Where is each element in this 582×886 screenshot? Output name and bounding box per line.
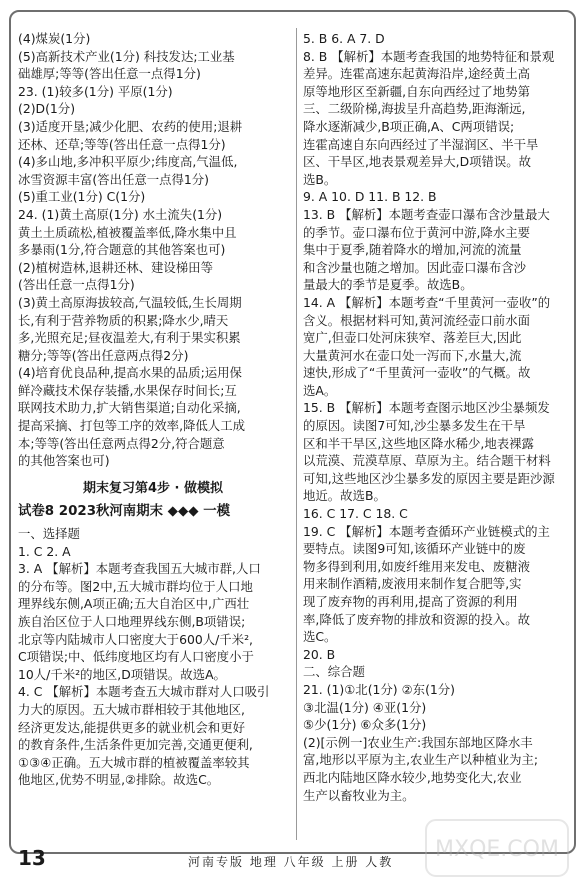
svg-text:MXQE.COM: MXQE.COM bbox=[435, 837, 559, 862]
text-line: 理界线东侧,A项正确;五大自治区中,广西壮 bbox=[18, 596, 250, 612]
text-line: 的分布等。图2中,五大城市群均位于人口地 bbox=[18, 578, 253, 594]
text-line: 他地区,优势不明显,②排除。故选C。 bbox=[18, 772, 220, 788]
text-line: 多,光照充足;昼夜温差大,有利于果实积累 bbox=[18, 330, 241, 346]
text-line: (4)培育优良品种,提高水果的品质;运用保 bbox=[18, 365, 242, 381]
footer-info: 河南专版 地理 八年级 上册 人教 bbox=[188, 855, 394, 869]
text-line: 现了废弃物的再利用,提高了资源的利用 bbox=[303, 594, 518, 609]
text-line: 10人/千米²的地区,D项错误。故选A。 bbox=[18, 666, 226, 682]
text-line: 的教育条件,生活条件更加完善,交通更便利, bbox=[18, 737, 253, 753]
text-line: 一、选择题 bbox=[18, 526, 80, 542]
text-line: ⑤少(1分) ⑥众多(1分) bbox=[303, 717, 427, 733]
page-number: 13 bbox=[18, 846, 46, 870]
text-line: C项错误;中、低纬度地区均有人口密度小于 bbox=[18, 649, 254, 665]
text-line: 降水逐渐减少,B项正确,A、C两项错误; bbox=[303, 118, 515, 134]
text-line: 本;等等(答出任意两点得2分,符合题意 bbox=[18, 435, 225, 451]
text-line: 的季节。壶口瀑布位于黄河中游,降水主要 bbox=[303, 224, 530, 240]
text-line: 原等地形区至新疆,自东向西经过了地势第 bbox=[303, 83, 530, 99]
text-line: 21. (1)①北(1分) ②东(1分) bbox=[303, 681, 456, 697]
text-line: 富,地形以平原为主,农业生产以种植业为主; bbox=[303, 752, 539, 768]
text-line: 速快,形成了“千里黄河一壶收”的气概。故 bbox=[303, 365, 531, 381]
text-line: 19. C 【解析】本题考查循环产业链模式的主 bbox=[303, 523, 550, 539]
text-line: 差异。连霍高速东起黄海沿岸,途经黄土高 bbox=[303, 66, 530, 82]
text-line: 西北内陆地区降水较少,地势变化大,农业 bbox=[303, 769, 522, 785]
text-line: 20. B bbox=[303, 646, 336, 662]
text-line: 16. C 17. C 18. C bbox=[303, 506, 408, 522]
text-line: 9. A 10. D 11. B 12. B bbox=[303, 189, 437, 205]
text-line: (4)多山地,多冲积平原少;纬度高,气温低, bbox=[18, 154, 238, 170]
text-line: 选B。 bbox=[303, 171, 337, 187]
text-line: 5. B 6. A 7. D bbox=[303, 31, 385, 46]
text-line: 区、干旱区,地表景观差异大,D项错误。故 bbox=[303, 154, 532, 170]
text-line: (3)适度开垦;减少化肥、农药的使用;退耕 bbox=[18, 118, 243, 134]
text-line: 14. A 【解析】本题考查“千里黄河一壶收”的 bbox=[303, 294, 551, 310]
text-line: (答出任意一点得1分) bbox=[18, 277, 135, 293]
text-line: 生产以畜牧业为主。 bbox=[303, 787, 415, 803]
text-line: ①③④正确。五大城市群的植被覆盖率较其 bbox=[18, 754, 250, 770]
text-line: 冰雪资源丰富(答出任意一点得1分) bbox=[18, 171, 210, 187]
text-line: 选C。 bbox=[303, 629, 337, 645]
text-line: 集中于夏季,随着降水的增加,河流的流量 bbox=[303, 242, 522, 258]
text-line: 15. B 【解析】本题考查图示地区沙尘暴频发 bbox=[303, 400, 550, 416]
text-line: (3)黄土高原海拔较高,气温较低,生长周期 bbox=[18, 294, 242, 310]
page-footer bbox=[10, 846, 572, 874]
text-line: 区和半干旱区,这些地区降水稀少,地表裸露 bbox=[303, 435, 534, 451]
left-column bbox=[18, 30, 288, 789]
text-line: (2)植树造林,退耕还林、建设梯田等 bbox=[18, 259, 213, 275]
text-line: 多暴雨(1分,符合题意的其他答案也可) bbox=[18, 242, 226, 258]
text-line: 率,降低了废弃物的排放和资源的投入。故 bbox=[303, 611, 530, 627]
text-line: 还林、还草;等等(答出任意一点得1分) bbox=[18, 136, 226, 152]
exam-title: 试卷8 2023秋河南期末 ◆◆◆ 一模 bbox=[18, 504, 230, 520]
right-answer-lines bbox=[303, 30, 565, 804]
text-line: (4)煤炭(1分) bbox=[18, 31, 91, 46]
text-line: 1. C 2. A bbox=[18, 543, 71, 559]
text-line: 13. B 【解析】本题考查壶口瀑布含沙量最大 bbox=[303, 206, 550, 222]
text-line: 鲜冷藏技术保存装播,水果保存时间长;互 bbox=[18, 382, 237, 398]
text-line: 8. B 【解析】本题考查我国的地势特征和景观 bbox=[303, 48, 555, 64]
text-line: 要特点。读图9可知,该循环产业链中的废 bbox=[303, 541, 526, 557]
text-line: 长,有利于营养物质的积累;降水少,晴天 bbox=[18, 312, 229, 328]
text-line: 选A。 bbox=[303, 382, 337, 398]
text-line: 23. (1)较多(1分) 平原(1分) bbox=[18, 83, 173, 99]
text-line: 以荒漠、荒漠草原、草原为主。结合题干材料 bbox=[303, 453, 551, 469]
text-line: 的其他答案也可) bbox=[18, 453, 110, 469]
text-line: 含义。根据材料可知,黄河流经壶口前水面 bbox=[303, 312, 530, 328]
text-line: 础雄厚;等等(答出任意一点得1分) bbox=[18, 66, 201, 82]
text-line: (2)D(1分) bbox=[18, 101, 76, 117]
text-line: 连霍高速自东向西经过了半湿润区、半干旱 bbox=[303, 136, 539, 152]
text-line: 3. A 【解析】本题考查我国五大城市群,人口 bbox=[18, 561, 261, 577]
text-line: 可知,这些地区沙尘暴多发的原因主要是距沙源 bbox=[303, 470, 555, 486]
text-line: 用来制作酒精,废液用来制作复合肥等,实 bbox=[303, 576, 522, 592]
text-line: 力大的原因。五大城市群相较于其他地区, bbox=[18, 701, 245, 717]
text-line: 大量黄河水在壶口处一泻而下,水量大,流 bbox=[303, 347, 522, 363]
text-line: 4. C 【解析】本题考查五大城市群对人口吸引 bbox=[18, 684, 270, 700]
text-line: (5)重工业(1分) C(1分) bbox=[18, 189, 146, 205]
text-line: 和含沙量也随之增加。因此壶口瀑布含沙 bbox=[303, 259, 527, 275]
column-divider bbox=[296, 28, 297, 840]
left-exam-lines bbox=[18, 525, 288, 789]
left-answer-lines bbox=[18, 30, 288, 470]
text-line: 族自治区位于人口地理界线东侧,B项错误; bbox=[18, 614, 246, 629]
text-line: 地近。故选B。 bbox=[303, 488, 386, 504]
text-line: 量最大的季节是夏季。故选B。 bbox=[303, 277, 473, 293]
section-heading: 期末复习第4步 · 做模拟 bbox=[82, 480, 224, 496]
text-line: 二、综合题 bbox=[303, 664, 365, 680]
text-line: 黄土土质疏松,植被覆盖率低,降水集中且 bbox=[18, 224, 237, 240]
text-line: 24. (1)黄土高原(1分) 水土流失(1分) bbox=[18, 206, 223, 222]
text-line: 宽广,但壶口处河床狭窄、落差巨大,因此 bbox=[303, 330, 522, 346]
text-line: 糖分;等等(答出任意两点得2分) bbox=[18, 347, 189, 363]
text-line: 提高采摘、打包等工序的效率,降低人工成 bbox=[18, 418, 245, 434]
text-line: 的原因。读图7可知,沙尘暴多发生在干旱 bbox=[303, 418, 526, 434]
text-line: 经济更发达,能提供更多的就业机会和更好 bbox=[18, 719, 245, 735]
text-line: (2)[示例一]农业生产:我国东部地区降水丰 bbox=[303, 734, 533, 750]
text-line: 联网技术助力,扩大销售渠道;自动化采摘, bbox=[18, 400, 241, 416]
text-line: ③北温(1分) ④亚(1分) bbox=[303, 699, 427, 715]
text-line: 物多得到利用,如废纤维用来发电、废糖液 bbox=[303, 558, 530, 574]
text-line: (5)高新技术产业(1分) 科技发达;工业基 bbox=[18, 48, 235, 64]
right-column bbox=[303, 30, 565, 804]
text-line: 北京等内陆城市人口密度大于600人/千米², bbox=[18, 631, 253, 647]
text-line: 三、二级阶梯,海拔呈升高趋势,距海渐远, bbox=[303, 101, 526, 117]
